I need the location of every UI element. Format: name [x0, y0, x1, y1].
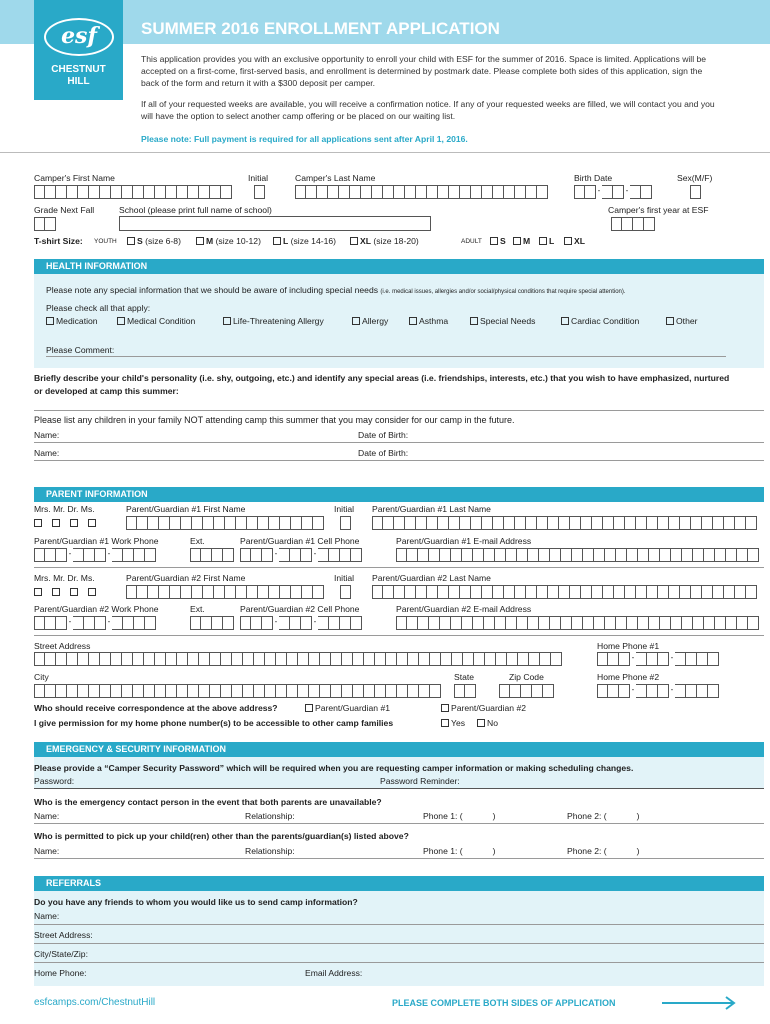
permission-yes-option[interactable]: Yes [441, 718, 465, 728]
pu-line[interactable] [34, 858, 764, 859]
checkbox-icon [52, 519, 60, 527]
checkbox-icon [564, 237, 572, 245]
correspondence-prompt: Who should receive correspondence at the above address? [34, 703, 278, 713]
pu-name-label: Name: [34, 846, 60, 856]
pu-phone2-label: Phone 2: ( ) [567, 846, 640, 856]
family-dob-label-1: Date of Birth: [358, 430, 409, 440]
permission-prompt: I give permission for my home phone number(s) to be accessible to other camp families [34, 718, 394, 728]
health-heading: HEALTH INFORMATION [34, 259, 764, 274]
p1-last-label: Parent/Guardian #1 Last Name [372, 504, 491, 514]
grade-boxes[interactable] [34, 217, 56, 231]
checkbox-icon [513, 237, 521, 245]
tshirt-label: T-shirt Size: [34, 236, 83, 246]
checkbox-icon [223, 317, 231, 325]
checkbox-icon [409, 317, 417, 325]
birth-date-boxes[interactable]: - - [574, 185, 652, 199]
emergency-heading: EMERGENCY & SECURITY INFORMATION [34, 742, 764, 757]
location-line2: HILL [67, 76, 90, 87]
ref-csz-line[interactable] [34, 962, 764, 963]
ec-relationship-label: Relationship: [245, 811, 295, 821]
ref-street-label: Street Address: [34, 930, 93, 940]
family-name-label-1: Name: [34, 430, 60, 440]
home1-boxes[interactable]: - - [597, 652, 719, 666]
initial-label: Initial [248, 173, 269, 183]
intro-paragraph-1: This application provides you with an exclusive opportunity to enroll your child with ESF for the summer of 2016. Space is limited. Applications will be accepted on a first-come, first-served basis, and enrollment is determined by postmark date. Please complete both sides of this application, sign the back of the form and return it with a $300 deposit per camper. [141, 54, 707, 88]
p1-first-boxes[interactable] [126, 516, 324, 530]
p2-title-checkboxes[interactable] [34, 587, 98, 597]
adult-label: ADULT [461, 238, 482, 245]
health-opt-cardiac-condition[interactable]: Cardiac Condition [561, 316, 639, 326]
checkbox-icon [666, 317, 674, 325]
p1-title-checkboxes[interactable] [34, 518, 98, 528]
adult-xl-option[interactable]: XL [564, 236, 585, 246]
password-label: Password: [34, 776, 75, 786]
health-opt-life-threatening-allergy[interactable]: Life-Threatening Allergy [223, 316, 324, 326]
p2-initial-label: Initial [334, 573, 355, 583]
pu-phone1-label: Phone 1: ( ) [423, 846, 496, 856]
ref-name-label: Name: [34, 911, 60, 921]
adult-l-option[interactable]: L [539, 236, 554, 246]
p2-email-label: Parent/Guardian #2 E-mail Address [396, 604, 532, 614]
street-label: Street Address [34, 641, 91, 651]
arrow-right-icon [662, 996, 738, 1010]
checkbox-icon [70, 588, 78, 596]
last-name-boxes[interactable] [295, 185, 548, 199]
last-name-label: Camper's Last Name [295, 173, 376, 183]
checkbox-icon [34, 588, 42, 596]
checkbox-icon [34, 519, 42, 527]
zip-boxes[interactable] [499, 684, 554, 698]
first-name-boxes[interactable] [34, 185, 232, 199]
p2-work-label: Parent/Guardian #2 Work Phone [34, 604, 159, 614]
health-comment-label: Please Comment: [46, 345, 115, 355]
p2-cell-label: Parent/Guardian #2 Cell Phone [240, 604, 360, 614]
p1-cell-boxes[interactable]: - - [240, 548, 362, 562]
family-line-2[interactable] [34, 460, 764, 461]
p2-ext-boxes[interactable] [190, 616, 234, 630]
location-line1: CHESTNUT [51, 64, 106, 75]
password-reminder-label: Password Reminder: [380, 776, 460, 786]
checkbox-icon [117, 317, 125, 325]
p1-cell-label: Parent/Guardian #1 Cell Phone [240, 536, 360, 546]
youth-m-option[interactable]: M (size 10-12) [196, 236, 261, 246]
payment-note: Please note: Full payment is required for all applications sent after April 1, 2016. [141, 134, 468, 144]
checkbox-icon [46, 317, 54, 325]
city-boxes[interactable] [34, 684, 441, 698]
home1-label: Home Phone #1 [597, 641, 660, 651]
checkbox-icon [477, 719, 485, 727]
ref-csz-label: City/State/Zip: [34, 949, 88, 959]
checkbox-icon [441, 719, 449, 727]
school-input[interactable] [119, 216, 431, 231]
checkbox-icon [88, 519, 96, 527]
p2-last-label: Parent/Guardian #2 Last Name [372, 573, 491, 583]
health-notice: Please note any special information that we should be aware of including special needs (i.e. medical issues, allergies and/or social/physical conditions that require special attention). [46, 285, 626, 295]
state-boxes[interactable] [454, 684, 476, 698]
family-dob-label-2: Date of Birth: [358, 448, 409, 458]
checkbox-icon [273, 237, 281, 245]
checkbox-icon [52, 588, 60, 596]
p1-email-boxes[interactable] [396, 548, 759, 562]
p2-initial-box[interactable] [340, 585, 351, 599]
p2-first-boxes[interactable] [126, 585, 324, 599]
emergency-contact-prompt: Who is the emergency contact person in the event that both parents are unavailable? [34, 797, 382, 807]
p2-work-boxes[interactable]: - - [34, 616, 156, 630]
first-year-label: Camper's first year at ESF [608, 205, 709, 215]
family-prompt: Please list any children in your family NOT attending camp this summer that you may consider for our camp in the future. [34, 415, 515, 425]
health-opt-asthma[interactable]: Asthma [409, 316, 448, 326]
checkbox-icon [70, 519, 78, 527]
parent-heading: PARENT INFORMATION [34, 487, 764, 502]
personality-prompt: Briefly describe your child's personality (i.e. shy, outgoing, etc.) and identify any special areas (i.e. friendships, interests, etc.) that you wish to have emphasized, nurtured or developed at camp this summer: [34, 373, 730, 396]
checkbox-icon [352, 317, 360, 325]
p1-initial-box[interactable] [340, 516, 351, 530]
p1-ext-label: Ext. [190, 536, 205, 546]
p1-initial-label: Initial [334, 504, 355, 514]
p1-email-label: Parent/Guardian #1 E-mail Address [396, 536, 532, 546]
p2-ext-label: Ext. [190, 604, 205, 614]
personality-line[interactable] [34, 410, 764, 411]
ref-home-label: Home Phone: [34, 968, 87, 978]
password-line[interactable] [34, 788, 764, 789]
referrals-heading: REFERRALS [34, 876, 764, 891]
checkbox-icon [470, 317, 478, 325]
checkbox-icon [196, 237, 204, 245]
checkbox-icon [350, 237, 358, 245]
checkbox-icon [490, 237, 498, 245]
p1-titles-label: Mrs. Mr. Dr. Ms. [34, 504, 95, 514]
ref-email-label: Email Address: [305, 968, 363, 978]
health-comment-line[interactable] [46, 356, 726, 357]
family-name-label-2: Name: [34, 448, 60, 458]
p1-work-boxes[interactable]: - - [34, 548, 156, 562]
checkbox-icon [127, 237, 135, 245]
first-name-label: Camper's First Name [34, 173, 115, 183]
sex-box[interactable] [690, 185, 701, 199]
ec-phone1-label: Phone 1: ( ) [423, 811, 496, 821]
referrals-prompt: Do you have any friends to whom you would like us to send camp information? [34, 897, 358, 907]
ref-street-line[interactable] [34, 943, 764, 944]
permission-no-option[interactable]: No [477, 718, 498, 728]
correspondence-p2-option[interactable]: Parent/Guardian #2 [441, 703, 526, 713]
youth-xl-option[interactable]: XL (size 18-20) [350, 236, 419, 246]
p2-cell-boxes[interactable]: - - [240, 616, 362, 630]
state-label: State [454, 672, 475, 682]
checkbox-icon [539, 237, 547, 245]
intro-paragraph-2: If all of your requested weeks are available, you will receive a confirmation notice. If any of your requested weeks are filled, we will contact you and you will have the option to select another camp offering or be placed on our waiting list. [141, 99, 715, 121]
ref-name-line[interactable] [34, 924, 764, 925]
p2-titles-label: Mrs. Mr. Dr. Ms. [34, 573, 95, 583]
grade-label: Grade Next Fall [34, 205, 95, 215]
p2-last-boxes[interactable] [372, 585, 757, 599]
p1-work-label: Parent/Guardian #1 Work Phone [34, 536, 159, 546]
health-opt-special-needs[interactable]: Special Needs [470, 316, 535, 326]
logo-oval: esf [44, 18, 114, 56]
home2-boxes[interactable]: - - [597, 684, 719, 698]
home2-label: Home Phone #2 [597, 672, 660, 682]
health-check-label: Please check all that apply: [46, 303, 151, 313]
sex-label: Sex(M/F) [677, 173, 713, 183]
ec-line[interactable] [34, 823, 764, 824]
adult-s-option[interactable]: S [490, 236, 506, 246]
correspondence-p1-option[interactable]: Parent/Guardian #1 [305, 703, 390, 713]
birth-date-label: Birth Date [574, 173, 613, 183]
pu-relationship-label: Relationship: [245, 846, 295, 856]
ec-name-label: Name: [34, 811, 60, 821]
youth-l-option[interactable]: L (size 14-16) [273, 236, 336, 246]
youth-label: YOUTH [94, 238, 117, 245]
footer-url[interactable]: esfcamps.com/ChestnutHill [34, 997, 156, 1008]
p1-ext-boxes[interactable] [190, 548, 234, 562]
health-opt-medication[interactable]: Medication [46, 316, 98, 326]
p2-email-boxes[interactable] [396, 616, 759, 630]
p1-last-boxes[interactable] [372, 516, 757, 530]
street-boxes[interactable] [34, 652, 562, 666]
initial-box[interactable] [254, 185, 265, 199]
parent-divider [34, 567, 764, 568]
checkbox-icon [561, 317, 569, 325]
zip-label: Zip Code [509, 672, 544, 682]
health-opt-other[interactable]: Other [666, 316, 698, 326]
footer-cta: PLEASE COMPLETE BOTH SIDES OF APPLICATION [392, 998, 616, 1008]
parent-divider-2 [34, 635, 764, 636]
security-password-prompt: Please provide a “Camper Security Password” which will be required when you are requesting camper information or making scheduling changes. [34, 763, 634, 773]
p2-first-label: Parent/Guardian #2 First Name [126, 573, 246, 583]
p1-first-label: Parent/Guardian #1 First Name [126, 504, 246, 514]
youth-s-option[interactable]: S (size 6-8) [127, 236, 181, 246]
first-year-boxes[interactable] [611, 217, 655, 231]
page-title: SUMMER 2016 ENROLLMENT APPLICATION [141, 19, 500, 38]
health-opt-allergy[interactable]: Allergy [352, 316, 388, 326]
ec-phone2-label: Phone 2: ( ) [567, 811, 640, 821]
adult-m-option[interactable]: M [513, 236, 530, 246]
city-label: City [34, 672, 49, 682]
checkbox-icon [305, 704, 313, 712]
checkbox-icon [88, 588, 96, 596]
pickup-prompt: Who is permitted to pick up your child(ren) other than the parents/guardian(s) listed above? [34, 831, 409, 841]
checkbox-icon [441, 704, 449, 712]
family-line-1[interactable] [34, 442, 764, 443]
health-opt-medical-condition[interactable]: Medical Condition [117, 316, 195, 326]
school-label: School (please print full name of school) [119, 205, 272, 215]
